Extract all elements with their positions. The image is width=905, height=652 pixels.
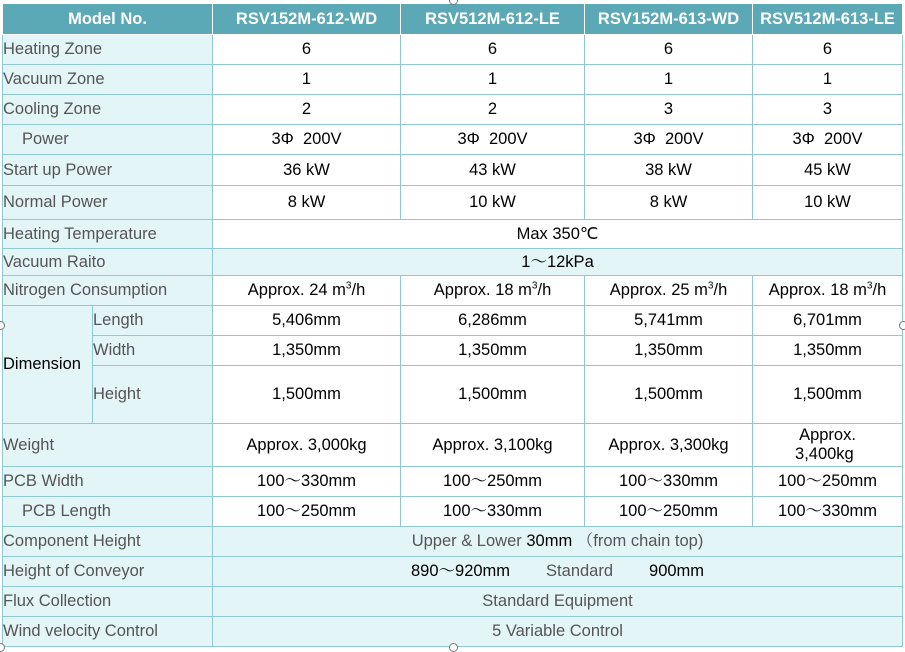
row-normal-power: [3, 186, 903, 220]
height-value: 1,500mm: [753, 366, 903, 424]
pcb-length-value: 100～330mm: [401, 497, 585, 527]
vacuum-zone-value: 1: [585, 65, 753, 95]
pcb-length-label: PCB Length: [3, 497, 213, 527]
power-value: 3Φ 200V: [213, 125, 401, 155]
row-heating-zone: [3, 35, 903, 65]
flux-collection-label: Flux Collection: [3, 587, 213, 617]
height-value: 1,500mm: [401, 366, 585, 424]
row-startup-power: [3, 155, 903, 186]
wind-velocity-value: 5 Variable Control: [213, 617, 903, 647]
heating-zone-value: 6: [753, 35, 903, 65]
row-pcb-length: [3, 497, 903, 527]
row-power: [3, 125, 903, 155]
row-heating-temperature: [3, 220, 903, 249]
row-cooling-zone: [3, 95, 903, 125]
vacuum-zone-value: 1: [401, 65, 585, 95]
row-dimension-width: [3, 336, 903, 366]
length-value: 5,406mm: [213, 306, 401, 336]
cooling-zone-value: 2: [213, 95, 401, 125]
weight-value: Approx. 3,100kg: [401, 424, 585, 467]
row-dimension-length: [3, 306, 903, 336]
normal-power-value: 10 kW: [753, 186, 903, 220]
pcb-length-value: 100～250mm: [213, 497, 401, 527]
flux-collection-value: Standard Equipment: [213, 587, 903, 617]
startup-power-value: 43 kW: [401, 155, 585, 186]
startup-power-value: 45 kW: [753, 155, 903, 186]
startup-power-label: Start up Power: [3, 155, 213, 186]
row-pcb-width: [3, 467, 903, 497]
heating-zone-value: 6: [585, 35, 753, 65]
model-header-3: RSV152M-613-WD: [585, 4, 753, 35]
model-header-4: RSV512M-613-LE: [753, 4, 903, 35]
pcb-width-label: PCB Width: [3, 467, 213, 497]
model-header-2: RSV512M-612-LE: [401, 4, 585, 35]
power-value: 3Φ 200V: [401, 125, 585, 155]
model-label-header: Model No.: [3, 4, 213, 35]
normal-power-value: 8 kW: [585, 186, 753, 220]
heating-zone-value: 6: [401, 35, 585, 65]
cooling-zone-label: Cooling Zone: [3, 95, 213, 125]
normal-power-value: 8 kW: [213, 186, 401, 220]
cooling-zone-value: 2: [401, 95, 585, 125]
row-flux-collection: [3, 587, 903, 617]
height-value: 1,500mm: [213, 366, 401, 424]
width-label: Width: [93, 336, 213, 366]
length-label: Length: [93, 306, 213, 336]
width-value: 1,350mm: [753, 336, 903, 366]
weight-label: Weight: [3, 424, 213, 467]
cooling-zone-value: 3: [753, 95, 903, 125]
pcb-width-value: 100～250mm: [753, 467, 903, 497]
vacuum-zone-value: 1: [753, 65, 903, 95]
pcb-length-value: 100～330mm: [753, 497, 903, 527]
pcb-width-value: 100～330mm: [585, 467, 753, 497]
vacuum-zone-label: Vacuum Zone: [3, 65, 213, 95]
component-height-value: Upper & Lower 30mm （from chain top): [213, 527, 903, 557]
row-wind-velocity: [3, 617, 903, 647]
weight-value: Approx. 3,400kg: [753, 424, 903, 467]
row-nitrogen: [3, 276, 903, 306]
nitrogen-value: Approx. 18 $m^3/h$: [753, 276, 903, 306]
normal-power-label: Normal Power: [3, 186, 213, 220]
row-component-height: [3, 527, 903, 557]
nitrogen-value: Approx. 24 $m^3/h$: [213, 276, 401, 306]
pcb-width-value: 100～330mm: [213, 467, 401, 497]
power-value: 3Φ 200V: [753, 125, 903, 155]
pcb-width-value: 100～250mm: [401, 467, 585, 497]
model-header-1: RSV152M-612-WD: [213, 4, 401, 35]
length-value: 5,741mm: [585, 306, 753, 336]
row-conveyor-height: [3, 557, 903, 587]
heating-zone-value: 6: [213, 35, 401, 65]
row-vacuum-zone: [3, 65, 903, 95]
height-value: 1,500mm: [585, 366, 753, 424]
startup-power-value: 38 kW: [585, 155, 753, 186]
heating-zone-label: Heating Zone: [3, 35, 213, 65]
vacuum-zone-value: 1: [213, 65, 401, 95]
header-row: [3, 4, 903, 35]
weight-value: Approx. 3,000kg: [213, 424, 401, 467]
wind-velocity-label: Wind velocity Control: [3, 617, 213, 647]
power-label: Power: [3, 125, 213, 155]
row-weight: [3, 424, 903, 467]
nitrogen-value: Approx. 25 $m^3/h$: [585, 276, 753, 306]
specification-table: [2, 3, 903, 647]
height-label: Height: [93, 366, 213, 424]
conveyor-height-label: Height of Conveyor: [3, 557, 213, 587]
length-value: 6,286mm: [401, 306, 585, 336]
width-value: 1,350mm: [401, 336, 585, 366]
row-vacuum-ratio: [3, 249, 903, 276]
heating-temperature-label: Heating Temperature: [3, 220, 213, 249]
pcb-length-value: 100～250mm: [585, 497, 753, 527]
startup-power-value: 36 kW: [213, 155, 401, 186]
nitrogen-label: Nitrogen Consumption: [3, 276, 213, 306]
row-dimension-height: [3, 366, 903, 424]
width-value: 1,350mm: [585, 336, 753, 366]
nitrogen-value: Approx. 18 $m^3/h$: [401, 276, 585, 306]
dimension-label: Dimension: [3, 306, 93, 424]
cooling-zone-value: 3: [585, 95, 753, 125]
power-value: 3Φ 200V: [585, 125, 753, 155]
heating-temperature-value: Max 350℃: [213, 220, 903, 249]
length-value: 6,701mm: [753, 306, 903, 336]
width-value: 1,350mm: [213, 336, 401, 366]
component-height-label: Component Height: [3, 527, 213, 557]
vacuum-ratio-label: Vacuum Raito: [3, 249, 213, 276]
conveyor-height-value: 890～920mm Standard 900mm: [213, 557, 903, 587]
normal-power-value: 10 kW: [401, 186, 585, 220]
vacuum-ratio-value: 1～12kPa: [213, 249, 903, 276]
right-resize-handle-icon[interactable]: [899, 321, 905, 330]
weight-value: Approx. 3,300kg: [585, 424, 753, 467]
